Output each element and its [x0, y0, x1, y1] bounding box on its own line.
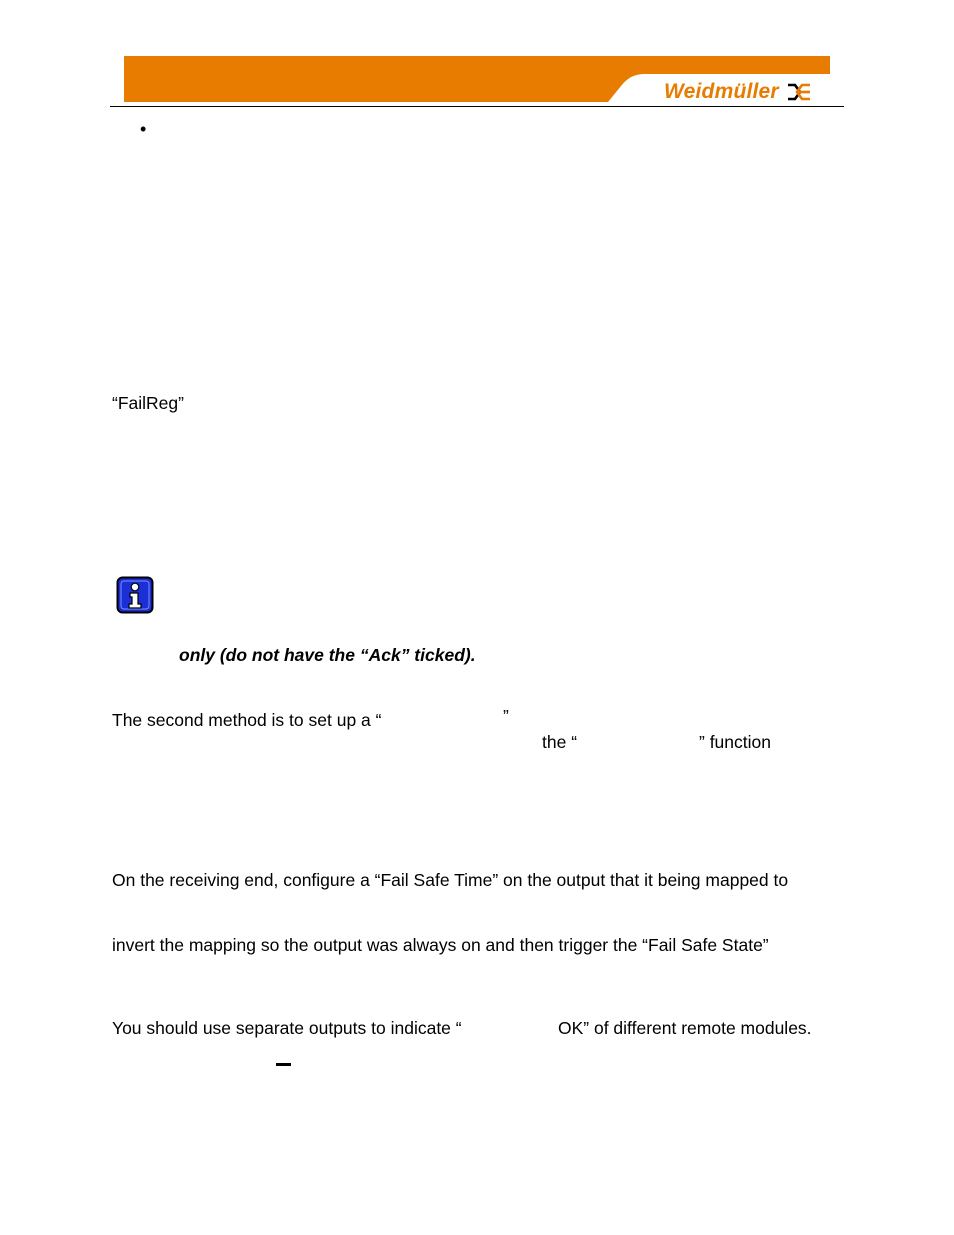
invert-mapping-text: invert the mapping so the output was always on and then trigger the “Fail Safe State”: [112, 935, 769, 955]
information-icon: [116, 576, 154, 614]
note-text: only (do not have the “Ack” ticked).: [179, 645, 476, 665]
second-method-quote-close: ”: [503, 706, 509, 726]
weidmuller-logo-mark-icon: [786, 81, 812, 103]
receiving-end-text: On the receiving end, configure a “Fail Safe Time” on the output that it being mapped to: [112, 870, 789, 890]
failreg-label: “FailReg”: [112, 393, 184, 413]
brand-logo: [664, 78, 812, 106]
list-bullet: •: [140, 119, 147, 139]
header-rule: [110, 106, 844, 107]
dash-mark: [276, 1063, 291, 1066]
function-quote-close: ” function: [699, 732, 771, 752]
separate-outputs-text: You should use separate outputs to indicate “: [112, 1018, 462, 1038]
second-method-text: The second method is to set up a “: [112, 710, 382, 730]
brand-name: Weidmüller: [664, 80, 779, 103]
function-quote-open: the “: [542, 732, 578, 752]
separate-outputs-text-end: OK” of different remote modules.: [558, 1018, 812, 1038]
